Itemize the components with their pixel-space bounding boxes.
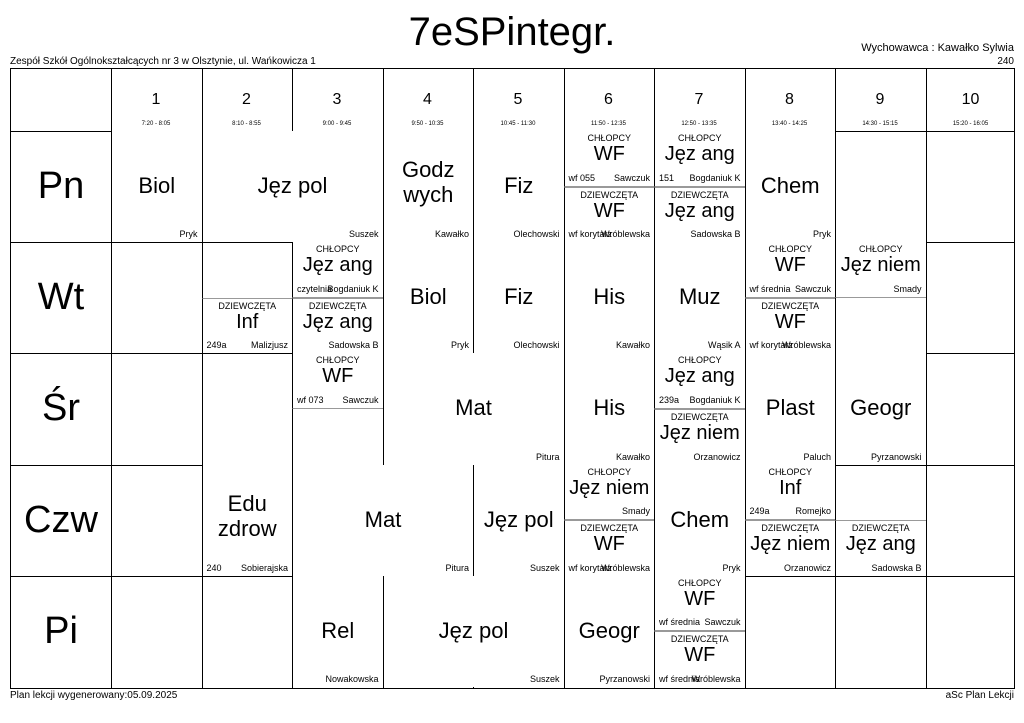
teacher-name: Wróblewska bbox=[601, 562, 650, 573]
subject-name: Fiz bbox=[504, 284, 534, 310]
teacher-name: Pryk bbox=[179, 229, 198, 240]
teacher-name: Bogdaniuk K bbox=[689, 394, 741, 405]
day-name-5: Pi bbox=[44, 609, 78, 652]
lesson-cell[interactable] bbox=[654, 465, 745, 576]
group-label: DZIEWCZĘTA bbox=[218, 300, 277, 311]
lesson-cell[interactable] bbox=[654, 353, 745, 409]
teacher-name: Sawczuk bbox=[794, 283, 831, 294]
room-label: 249a bbox=[206, 340, 227, 351]
room-label: wf średnia bbox=[659, 617, 701, 628]
timetable-grid bbox=[10, 68, 1015, 689]
subject-name: Rel bbox=[321, 617, 355, 643]
subject-name: Mat bbox=[364, 506, 402, 532]
group-label: CHŁOPCY bbox=[677, 577, 722, 588]
room-label: wf 073 bbox=[297, 394, 324, 405]
group-label: DZIEWCZĘTA bbox=[670, 189, 729, 200]
teacher-name: Pryk bbox=[451, 340, 469, 351]
day-name-1: Pn bbox=[37, 165, 85, 207]
teacher-name: Suszek bbox=[529, 673, 560, 684]
subject-name: Jęz ang bbox=[302, 254, 373, 277]
class-room: 240 bbox=[997, 56, 1014, 67]
period-time: 12:50 - 13:35 bbox=[681, 121, 717, 127]
lesson-cell[interactable] bbox=[654, 131, 745, 187]
teacher-name: Olechowski bbox=[513, 340, 560, 351]
period-number: 8 bbox=[785, 91, 794, 108]
lesson-cell[interactable] bbox=[202, 465, 293, 576]
subject-name: Geogr bbox=[578, 617, 640, 643]
group-label: CHŁOPCY bbox=[677, 355, 722, 366]
period-number: 2 bbox=[242, 91, 251, 108]
lesson-cell[interactable] bbox=[564, 131, 655, 187]
teacher-name: Pitura bbox=[535, 451, 560, 462]
lesson-cell[interactable] bbox=[654, 187, 745, 243]
lesson-cell[interactable] bbox=[745, 242, 836, 298]
period-time: 11:50 - 12:35 bbox=[591, 121, 626, 127]
teacher-name: Sobierajska bbox=[240, 562, 288, 573]
lesson-cell[interactable] bbox=[654, 631, 745, 687]
room-label: 240 bbox=[206, 562, 222, 573]
lesson-cell[interactable] bbox=[745, 465, 836, 521]
subject-name: Chem bbox=[760, 173, 820, 198]
period-number: 4 bbox=[423, 91, 432, 108]
teacher-name: Olechowski bbox=[513, 229, 560, 240]
teacher-name: Sadowska B bbox=[328, 340, 379, 351]
group-label: DZIEWCZĘTA bbox=[580, 523, 639, 534]
teacher-name: Pyrzanowski bbox=[599, 673, 650, 684]
teacher-name: Pitura bbox=[445, 562, 469, 573]
subject-name: Edu zdrow bbox=[217, 490, 277, 541]
group-label: DZIEWCZĘTA bbox=[761, 300, 820, 311]
class-teacher: Wychowawca : Kawałko Sylwia bbox=[861, 42, 1014, 54]
lesson-cell[interactable] bbox=[564, 576, 655, 687]
subject-name: Chem bbox=[670, 506, 730, 532]
period-number: 5 bbox=[513, 91, 523, 108]
subject-name: Biol bbox=[138, 173, 176, 198]
lesson-cell[interactable] bbox=[745, 353, 836, 464]
grid-column-line bbox=[926, 69, 927, 688]
teacher-name: Malizjusz bbox=[250, 340, 288, 351]
group-label: DZIEWCZĘTA bbox=[670, 634, 729, 645]
lesson-cell[interactable] bbox=[383, 242, 474, 353]
period-number: 9 bbox=[875, 91, 885, 108]
lesson-cell[interactable] bbox=[473, 131, 564, 242]
subject-name: Jęz ang bbox=[845, 533, 916, 556]
lesson-cell[interactable] bbox=[292, 576, 383, 687]
lesson-cell[interactable] bbox=[835, 242, 926, 298]
subject-name: Inf bbox=[779, 476, 802, 499]
lesson-cell[interactable] bbox=[292, 465, 473, 576]
teacher-name: Sawczuk bbox=[613, 172, 650, 183]
generated-date: Plan lekcji wygenerowany:05.09.2025 bbox=[10, 690, 178, 701]
school-name: Zespół Szkół Ogólnokształcących nr 3 w Olsztynie, ul. Wańkowicza 1 bbox=[10, 56, 316, 67]
lesson-cell[interactable] bbox=[564, 465, 655, 521]
room-label: wf 055 bbox=[568, 172, 596, 183]
subject-name: Jęz ang bbox=[664, 143, 735, 165]
teacher-name: Nowakowska bbox=[325, 673, 379, 684]
lesson-cell[interactable] bbox=[202, 298, 293, 354]
period-time: 14:30 - 15:15 bbox=[862, 121, 898, 127]
group-label: CHŁOPCY bbox=[315, 355, 360, 366]
period-time: 8:10 - 8:55 bbox=[232, 121, 261, 127]
group-label: CHŁOPCY bbox=[768, 244, 812, 255]
teacher-name: Suszek bbox=[348, 229, 379, 240]
subject-name: Godz wych bbox=[401, 157, 455, 208]
teacher-name: Bogdaniuk K bbox=[327, 283, 379, 294]
lesson-cell[interactable] bbox=[835, 353, 926, 464]
subject-name: Muz bbox=[678, 284, 721, 310]
lesson-cell[interactable] bbox=[292, 353, 383, 409]
subject-name: Jęz niem bbox=[750, 533, 831, 556]
period-number: 10 bbox=[961, 91, 980, 108]
subject-name: WF bbox=[593, 143, 625, 165]
lesson-cell[interactable] bbox=[745, 298, 836, 354]
teacher-name: Bogdaniuk K bbox=[689, 172, 741, 183]
lesson-cell[interactable] bbox=[564, 353, 655, 464]
group-label: CHŁOPCY bbox=[587, 466, 631, 477]
lesson-cell[interactable] bbox=[383, 576, 564, 687]
lesson-cell[interactable] bbox=[383, 353, 564, 464]
subject-name: His bbox=[593, 395, 626, 421]
room-label: czytelnia bbox=[297, 283, 333, 294]
lesson-cell[interactable] bbox=[654, 242, 745, 353]
group-label: DZIEWCZĘTA bbox=[670, 412, 729, 422]
subject-name: Jęz ang bbox=[664, 365, 735, 388]
subject-name: Mat bbox=[455, 395, 492, 421]
period-time: 13:40 - 14:25 bbox=[771, 121, 808, 127]
period-time: 9:50 - 10:35 bbox=[411, 121, 444, 127]
teacher-name: Sadowska B bbox=[871, 562, 922, 573]
teacher-name: Suszek bbox=[529, 562, 560, 573]
subject-name: Jęz pol bbox=[483, 506, 554, 532]
lesson-cell[interactable] bbox=[292, 298, 383, 354]
room-label: wf średnia bbox=[659, 673, 701, 684]
period-number: 1 bbox=[151, 91, 161, 108]
subject-name: Jęz pol bbox=[438, 617, 509, 643]
lesson-cell[interactable] bbox=[564, 187, 655, 243]
teacher-name: Paluch bbox=[803, 451, 831, 462]
lesson-cell[interactable] bbox=[473, 465, 564, 576]
teacher-name: Kawałko bbox=[615, 340, 650, 351]
lesson-cell[interactable] bbox=[835, 520, 926, 576]
lesson-cell[interactable] bbox=[292, 242, 383, 298]
subject-name: Jęz pol bbox=[257, 173, 328, 198]
teacher-name: Orzanowicz bbox=[693, 451, 741, 462]
period-time: 7:20 - 8:05 bbox=[141, 121, 171, 127]
lesson-cell[interactable] bbox=[745, 520, 836, 576]
day-name-4: Czw bbox=[24, 498, 98, 541]
teacher-name: Pryk bbox=[722, 562, 741, 573]
subject-name: His bbox=[593, 284, 626, 310]
room-label: 151 bbox=[659, 172, 675, 183]
group-label: CHŁOPCY bbox=[587, 133, 631, 143]
group-label: CHŁOPCY bbox=[768, 466, 812, 477]
subject-name: WF bbox=[774, 310, 806, 333]
teacher-name: Wróblewska bbox=[691, 673, 741, 684]
day-name-2: Wt bbox=[37, 276, 85, 319]
subject-name: WF bbox=[774, 254, 806, 277]
room-label: wf korytarz bbox=[568, 229, 613, 240]
group-label: DZIEWCZĘTA bbox=[851, 523, 910, 534]
room-label: 249a bbox=[749, 506, 770, 517]
room-label: wf średnia bbox=[749, 283, 791, 294]
teacher-name: Wąsik A bbox=[707, 340, 741, 351]
teacher-name: Orzanowicz bbox=[783, 562, 831, 573]
subject-name: Plast bbox=[765, 395, 815, 421]
subject-name: WF bbox=[684, 644, 716, 667]
teacher-name: Sawczuk bbox=[342, 394, 379, 405]
subject-name: Biol bbox=[409, 284, 447, 310]
page-title: 7eSPintegr. bbox=[408, 10, 616, 54]
lesson-cell[interactable] bbox=[383, 131, 474, 242]
lesson-cell[interactable] bbox=[111, 131, 202, 242]
teacher-name: Pryk bbox=[813, 229, 831, 240]
teacher-name: Wróblewska bbox=[782, 340, 831, 351]
lesson-cell[interactable] bbox=[564, 520, 655, 576]
room-label: wf korytarz bbox=[568, 562, 613, 573]
subject-name: Jęz ang bbox=[664, 199, 735, 222]
lesson-cell[interactable] bbox=[745, 131, 836, 242]
group-label: DZIEWCZĘTA bbox=[580, 189, 639, 200]
subject-name: WF bbox=[322, 365, 354, 388]
group-label: CHŁOPCY bbox=[677, 133, 722, 143]
teacher-name: Sawczuk bbox=[704, 617, 741, 628]
subject-name: WF bbox=[593, 199, 625, 222]
teacher-name: Smady bbox=[621, 506, 650, 517]
teacher-name: Sadowska B bbox=[690, 229, 741, 240]
subject-name: WF bbox=[684, 587, 716, 610]
room-label: wf korytarz bbox=[749, 340, 794, 351]
subject-name: Jęz niem bbox=[569, 476, 650, 499]
subject-name: Jęz niem bbox=[840, 254, 921, 277]
app-credit: aSc Plan Lekcji bbox=[945, 690, 1014, 701]
teacher-name: Wróblewska bbox=[601, 229, 650, 240]
teacher-name: Kawałko bbox=[615, 451, 650, 462]
room-label: 239a bbox=[659, 394, 680, 405]
lesson-cell[interactable] bbox=[654, 409, 745, 465]
period-time: 10:45 - 11:30 bbox=[500, 121, 536, 127]
teacher-name: Kawałko bbox=[434, 229, 469, 240]
group-label: CHŁOPCY bbox=[315, 244, 360, 255]
subject-name: Geogr bbox=[850, 395, 912, 421]
subject-name: WF bbox=[593, 533, 625, 556]
teacher-name: Pyrzanowski bbox=[870, 451, 922, 462]
lesson-cell[interactable] bbox=[473, 242, 564, 353]
period-number: 6 bbox=[604, 91, 613, 108]
period-time: 9:00 - 9:45 bbox=[322, 121, 352, 127]
subject-name: Jęz ang bbox=[302, 310, 373, 333]
lesson-cell[interactable] bbox=[564, 242, 655, 353]
group-label: CHŁOPCY bbox=[858, 244, 903, 255]
period-number: 3 bbox=[332, 91, 342, 108]
group-label: DZIEWCZĘTA bbox=[308, 300, 367, 311]
group-label: DZIEWCZĘTA bbox=[761, 523, 820, 534]
subject-name: Inf bbox=[236, 310, 259, 333]
period-number: 7 bbox=[694, 91, 704, 108]
period-time: 15:20 - 16:05 bbox=[952, 121, 989, 127]
day-name-3: Śr bbox=[42, 387, 80, 430]
teacher-name: Smady bbox=[893, 283, 922, 294]
lesson-cell[interactable] bbox=[202, 131, 383, 242]
subject-name: Jęz niem bbox=[659, 422, 740, 444]
lesson-cell[interactable] bbox=[654, 576, 745, 632]
teacher-name: Romejko bbox=[795, 506, 831, 517]
subject-name: Fiz bbox=[504, 173, 534, 198]
